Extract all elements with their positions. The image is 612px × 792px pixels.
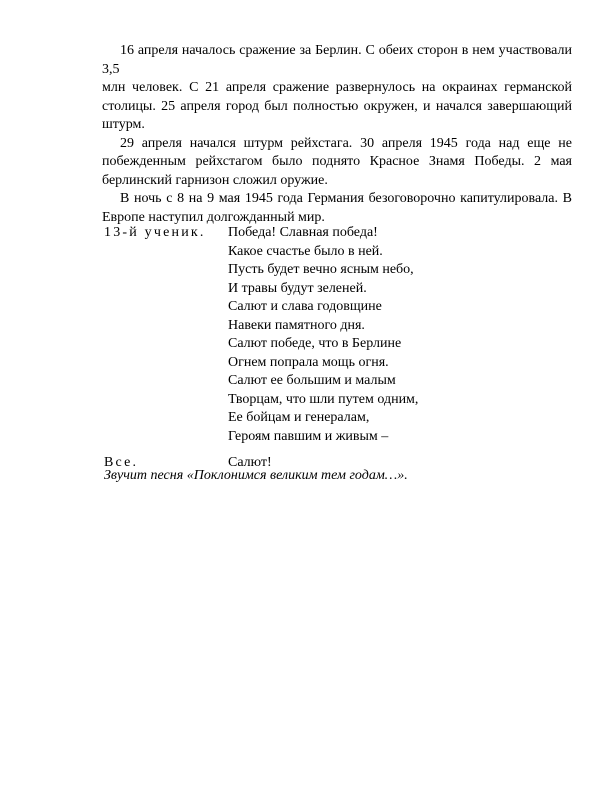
verse-line: Какое счастье было в ней. [228,243,383,259]
verse-line: Огнем попрала мощь огня. [228,354,389,370]
verse-line: Ее бойцам и генералам, [228,410,370,425]
verse-line: И травы будут зеленей. [228,280,367,296]
speaker-name: 13-й ученик. [104,225,206,240]
poem-verses [228,224,574,446]
verse-line: Салют ее большим и малым [228,373,396,388]
text-line: берлинский гарнизон сложил оружие. [102,172,328,188]
verse-line: Победа! Славная победа! [228,225,378,240]
text-line: Европе наступил долгожданный мир. [102,209,325,225]
verse-line: Салют победе, что в Берлине [228,336,402,351]
paragraph-reichstag [84,135,572,191]
speaker-name: Все. [104,455,139,470]
text-line: 29 апреля начался штурм рейхстага. 30 апреля 1945 года над еще не [120,135,572,151]
text-line: побежденным рейхстагом было поднято Красное Знамя Победы. 2 мая [102,154,572,169]
verse-line: Салют! [228,455,272,470]
text-line: В ночь с 8 на 9 мая 1945 года Германия безоговорочно капитулировала. В [120,191,572,206]
speaker-row-student-13 [104,224,574,446]
dialogue-block [104,224,574,473]
verse-line: Героям павшим и живым – [228,428,389,444]
stage-direction: Звучит песня «Поклонимся великим тем годам…». [104,468,408,483]
verse-line: Пусть будет вечно ясным небо, [228,262,414,277]
text-line: 16 апреля началось сражение за Берлин. С обеих сторон в нем участвовали 3,5 [102,43,572,77]
verse-line: Навеки памятного дня. [228,317,365,333]
text-line: столицы. 25 апреля город был полностью окружен, и начался завершающий [102,98,572,114]
prose-block [84,42,572,227]
paragraph-berlin-battle [84,42,572,135]
paragraph-capitulation [84,190,572,227]
text-line: штурм. [102,117,145,132]
text-line: млн человек. С 21 апреля сражение развернулось на окраинах германской [102,80,572,95]
verse-line: Творцам, что шли путем одним, [228,391,419,407]
verse-line: Салют и слава годовщине [228,299,382,314]
